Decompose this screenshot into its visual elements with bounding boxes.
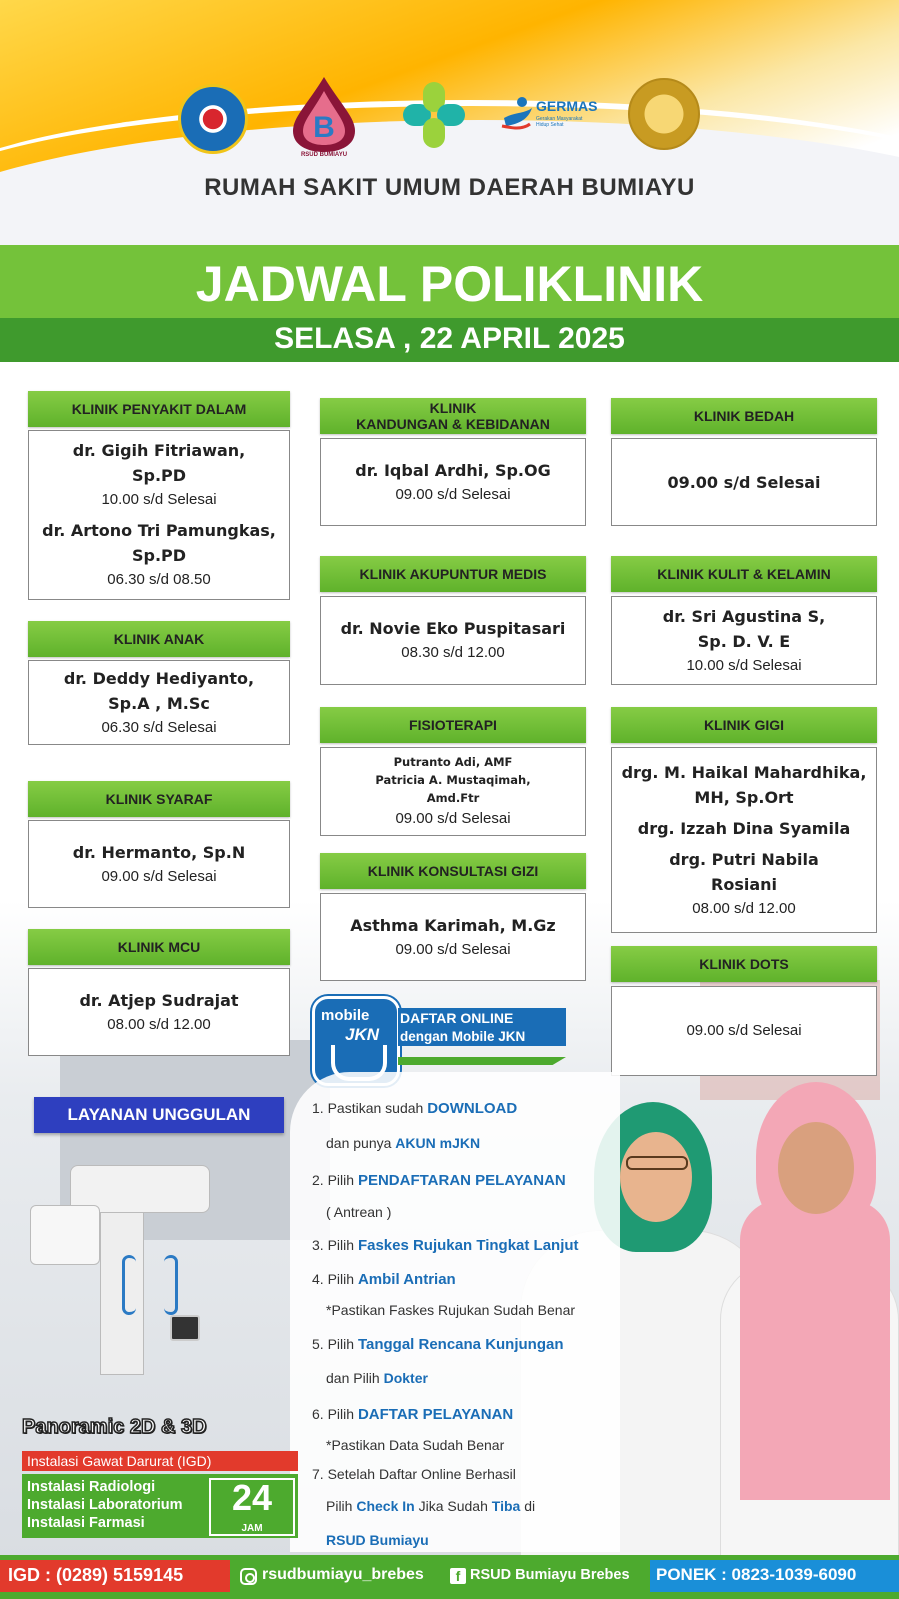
- practice-time: 09.00 s/d Selesai: [395, 809, 511, 827]
- doctor-title: Sp. D. V. E: [697, 631, 791, 651]
- hours-label: JAM: [241, 1523, 263, 1534]
- logo-row: [0, 70, 899, 160]
- layanan-unggulan-banner: LAYANAN UNGGULAN: [34, 1097, 284, 1133]
- staff-name: Putranto Adi, AMF: [393, 754, 513, 769]
- step-1-detail: dan punya AKUN mJKN: [326, 1135, 481, 1151]
- igd-label: Instalasi Gawat Darurat (IGD): [27, 1453, 212, 1469]
- step-1: 1. Pastikan sudah DOWNLOAD: [312, 1100, 518, 1117]
- hospital-name: RUMAH SAKIT UMUM DAERAH BUMIAYU: [204, 174, 695, 201]
- installation-farmasi: Instalasi Farmasi: [27, 1515, 145, 1531]
- footer-facebook[interactable]: RSUD Bumiayu Brebes: [470, 1567, 630, 1583]
- step-2: 2. Pilih PENDAFTARAN PELAYANAN: [312, 1172, 566, 1189]
- doctor-name: dr. Atjep Sudrajat: [79, 990, 239, 1010]
- step-4: 4. Pilih Ambil Antrian: [312, 1271, 456, 1288]
- footer-ponek-phone[interactable]: PONEK : 0823-1039-6090: [656, 1565, 857, 1584]
- clinic-header-line: KANDUNGAN & KEBIDANAN: [356, 416, 550, 432]
- doctor-name: drg. M. Haikal Mahardhika,: [621, 762, 867, 782]
- doctor-name: Rosiani: [711, 874, 777, 894]
- practice-time: 06.30 s/d 08.50: [107, 571, 211, 588]
- kemenkes-icon: [397, 76, 471, 154]
- clinic-card-dots: [611, 986, 877, 1076]
- step-7-destination: RSUD Bumiayu: [326, 1532, 429, 1548]
- doctor-name: dr. Gigih Fitriawan,: [72, 441, 246, 460]
- clinic-header-gizi: KLINIK KONSULTASI GIZI: [320, 853, 586, 889]
- clinic-header-anak: KLINIK ANAK: [28, 621, 290, 657]
- hours-number: 24: [231, 1477, 273, 1518]
- clinic-card-bedah: [611, 438, 877, 526]
- doctor-name: dr. Hermanto, Sp.N: [72, 842, 246, 862]
- practice-time: 09.00 s/d Selesai: [101, 867, 217, 885]
- doctor-title: MH, Sp.Ort: [694, 787, 794, 807]
- clinic-header-fisioterapi: FISIOTERAPI: [320, 707, 586, 743]
- doctor-illustration-veil: [740, 1200, 890, 1500]
- clinic-header-kulit: KLINIK KULIT & KELAMIN: [611, 556, 877, 592]
- kars-logo: [628, 78, 700, 150]
- practice-time: 06.30 s/d Selesai: [101, 718, 217, 736]
- practice-time: 09.00 s/d Selesai: [395, 940, 511, 958]
- doctor-name: Asthma Karimah, M.Gz: [350, 915, 556, 935]
- installation-laboratorium: Instalasi Laboratorium: [27, 1497, 183, 1513]
- facebook-icon: f: [450, 1568, 466, 1584]
- banner-accent: [398, 1057, 566, 1065]
- step-6-note: *Pastikan Data Sudah Benar: [326, 1437, 505, 1453]
- rsud-bumiayu-logo: [287, 70, 361, 158]
- doctor-illustration-face: [620, 1132, 692, 1222]
- clinic-header-akupuntur: KLINIK AKUPUNTUR MEDIS: [320, 556, 586, 592]
- clinic-card-mcu: [28, 968, 290, 1056]
- clinic-card-akupuntur: [320, 596, 586, 685]
- instagram-icon: [240, 1568, 257, 1585]
- clinic-header-line: KLINIK: [429, 400, 477, 416]
- step-5: 5. Pilih Tanggal Rencana Kunjungan: [312, 1336, 564, 1353]
- doctor-illustration-face: [778, 1122, 854, 1214]
- practice-time: 08.30 s/d 12.00: [401, 644, 505, 661]
- doctor-name: dr. Artono Tri Pamungkas,: [42, 521, 276, 540]
- clinic-card-syaraf: [28, 820, 290, 908]
- step-7: 7. Setelah Daftar Online Berhasil: [312, 1466, 516, 1482]
- germas-figure-icon: [500, 96, 534, 136]
- jkn-logo-mobile: mobile: [321, 1007, 370, 1024]
- doctor-name: dr. Novie Eko Puspitasari: [340, 619, 566, 638]
- step-6: 6. Pilih DAFTAR PELAYANAN: [312, 1406, 514, 1423]
- clinic-card-penyakit-dalam: [28, 430, 290, 600]
- clinic-header-syaraf: KLINIK SYARAF: [28, 781, 290, 817]
- clinic-card-anak: [28, 660, 290, 745]
- step-3: 3. Pilih Faskes Rujukan Tingkat Lanjut: [312, 1237, 579, 1254]
- practice-time: 09.00 s/d Selesai: [686, 1022, 802, 1039]
- staff-name: Patricia A. Mustaqimah,: [375, 772, 531, 787]
- footer-igd-phone[interactable]: IGD : (0289) 5159145: [8, 1565, 184, 1585]
- panoramic-label: Panoramic 2D & 3D: [22, 1416, 207, 1438]
- panoramic-xray-machine: [30, 1165, 230, 1385]
- clinic-card-kandungan: [320, 438, 586, 526]
- clinic-header-penyakit-dalam: KLINIK PENYAKIT DALAM: [28, 391, 290, 427]
- rsud-logo-caption: RSUD BUMIAYU: [300, 152, 348, 158]
- clinic-card-gizi: [320, 893, 586, 981]
- jkn-logo-jkn: JKN: [345, 1025, 380, 1044]
- schedule-date: SELASA , 22 APRIL 2025: [274, 322, 625, 355]
- page-title: JADWAL POLIKLINIK: [195, 256, 704, 312]
- step-4-note: *Pastikan Faskes Rujukan Sudah Benar: [326, 1302, 576, 1318]
- step-2-detail: ( Antrean ): [326, 1204, 392, 1220]
- glasses-icon: [626, 1156, 688, 1170]
- practice-time: 10.00 s/d Selesai: [101, 491, 217, 508]
- doctor-title: Sp.PD: [131, 546, 187, 565]
- clinic-header-bedah: KLINIK BEDAH: [611, 398, 877, 434]
- clinic-header-mcu: KLINIK MCU: [28, 929, 290, 965]
- staff-title: Amd.Ftr: [426, 790, 480, 805]
- practice-time: 08.00 s/d 12.00: [692, 899, 796, 917]
- footer-instagram[interactable]: rsudbumiayu_brebes: [262, 1566, 424, 1583]
- clinic-card-fisioterapi: [320, 747, 586, 836]
- rsud-drop-icon: [287, 75, 361, 153]
- doctor-name: dr. Deddy Hediyanto,: [63, 668, 255, 688]
- germas-title: GERMAS: [536, 98, 598, 114]
- practice-time: 09.00 s/d Selesai: [667, 472, 821, 492]
- practice-time: 09.00 s/d Selesai: [395, 485, 511, 503]
- kemenkes-logo: [397, 76, 471, 154]
- installation-radiologi: Instalasi Radiologi: [27, 1479, 156, 1495]
- doctor-title: Sp.A , M.Sc: [108, 693, 210, 713]
- doctor-title: Sp.PD: [131, 466, 187, 485]
- doctor-name: drg. Putri Nabila: [669, 849, 819, 869]
- doctor-name: drg. Izzah Dina Syamila: [637, 818, 851, 838]
- doctor-name: dr. Iqbal Ardhi, Sp.OG: [355, 460, 551, 480]
- clinic-header-dots: KLINIK DOTS: [611, 946, 877, 982]
- doctor-name: dr. Sri Agustina S,: [662, 606, 826, 626]
- practice-time: 08.00 s/d 12.00: [107, 1015, 211, 1033]
- germas-subtitle: Gerakan Masyarakat Hidup Sehat: [536, 116, 583, 128]
- daftar-online-title: DAFTAR ONLINE: [400, 1010, 514, 1026]
- clinic-card-gigi: [611, 747, 877, 933]
- clinic-card-kulit: [611, 596, 877, 685]
- germas-logo: [500, 92, 600, 142]
- step-7-detail: Pilih Check In Jika Sudah Tiba di: [326, 1498, 536, 1514]
- practice-time: 10.00 s/d Selesai: [686, 656, 802, 674]
- daftar-online-subtitle: dengan Mobile JKN: [400, 1029, 526, 1044]
- clinic-header-kandungan: [320, 398, 586, 434]
- clinic-header-gigi: KLINIK GIGI: [611, 707, 877, 743]
- brebes-logo: [178, 84, 248, 154]
- svg-text:B: B: [313, 111, 335, 144]
- step-5-detail: dan Pilih Dokter: [326, 1370, 428, 1386]
